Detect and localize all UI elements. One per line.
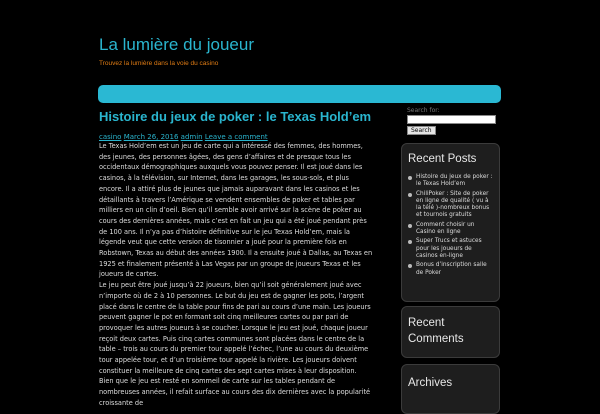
post-title[interactable]: Histoire du jeux de poker : le Texas Hold’em: [99, 109, 372, 124]
recent-posts-widget: [401, 143, 500, 302]
recent-post-link[interactable]: Super Trucs et astuces pour les joueurs de casinos en-ligne: [416, 238, 482, 259]
recent-posts-list: [406, 174, 495, 277]
site-title[interactable]: La lumière du joueur: [99, 35, 254, 54]
search-button[interactable]: Search: [407, 126, 436, 135]
post-date-link[interactable]: March 26, 2016: [123, 133, 179, 141]
site-tagline: Trouvez la lumière dans la voie du casino: [99, 60, 219, 67]
recent-post-item: [406, 174, 495, 189]
recent-posts-title: Recent Posts: [408, 153, 477, 165]
post-paragraph: Le jeu peut être joué jusqu’à 22 joueurs, bien qu’il soit généralement joué avec n’importe où de 2 à 10 personnes. Le but du jeu est de gagner les pots, l’argent placé dans le centre de la table pour fins de pari au cours d’une main. Les joueurs peuvent gagner le pot en formant soit cinq meilleures cartes ou par pari de provoquer les autres joueurs à se coucher. Lorsque le jeu est joué, chaque joueur reçoit deux cartes. Puis cinq cartes communes sont placées dans le centre de la table – trois au cours du premier tour appelé l’échec, l’une au cours du deuxième tour appelée tour, et d’un troisième tour appelé la rivière. Les joueurs doivent constituer la meilleure de cinq cartes des sept cartes mises à leur disposition. Bien que le jeu est resté en sommeil de carte sur les tables pendant de nombreuses années, il refait surface au cours des dix dernières avec la popularité croissante de: [99, 281, 371, 407]
recent-comments-widget: [401, 306, 500, 358]
post-meta: [99, 133, 268, 141]
recent-post-link[interactable]: Bonus d’inscription salle de Poker: [416, 262, 487, 276]
recent-comments-title: Recent Comments: [408, 317, 464, 345]
recent-post-link[interactable]: Histoire du jeux de poker : le Texas Hold’em: [416, 174, 493, 188]
post-category-link[interactable]: casino: [99, 133, 122, 141]
navigation-bar: [98, 85, 501, 103]
recent-post-item: [406, 222, 495, 237]
search-input[interactable]: [407, 115, 496, 124]
archives-title: Archives: [408, 377, 453, 389]
post-paragraph: Le Texas Hold’em est un jeu de carte qui a intéressé des femmes, des hommes, des jeunes, des personnes âgées, des gens d’affaires et de presque tous les occidentaux démographiques auxquels vous pouvez penser. Il est joué dans les casinos, à la télévision, sur Internet, dans les garages, les sous-sols, et plus encore. Il a attiré plus de jeunes que jamais auparavant dans les casinos et les détaillants à travers l’Amérique se vendent ensembles de poker et tables par milliers en un clin d’oeil. Bien qu’il semble avoir arrivé sur la scène de poker au cours des dernières années, mais c’est en fait un jeu qui a été joué pendant près de 100 ans. Il n’ya pas d’histoire définitive sur le jeu Texas Hold’em, mais la légende veut que cette version de tisonnier a joué pour la première fois en Robstown, Texas au début des années 1900. Il a ensuite joué à Dallas, au Texas en 1925 et finalement présenté à Las Vegas par un groupe de joueurs Texas et les joueurs de cartes.: [99, 142, 373, 279]
post-content: [99, 141, 373, 409]
archives-widget: [401, 364, 500, 414]
post-author-link[interactable]: admin: [180, 133, 203, 141]
search-widget: [401, 104, 500, 135]
recent-post-item: [406, 238, 495, 260]
search-label: Search for:: [407, 107, 440, 114]
recent-post-item: [406, 262, 495, 277]
leave-comment-link[interactable]: Leave a comment: [204, 133, 268, 141]
recent-post-link[interactable]: Comment choisir un Casino en ligne: [416, 221, 475, 236]
recent-post-link[interactable]: ChiliPoker : Site de poker en ligne de qualité ( vu à la télé )-nombreux bonus et tournois gratuits: [416, 190, 490, 219]
recent-post-item: [406, 191, 495, 220]
